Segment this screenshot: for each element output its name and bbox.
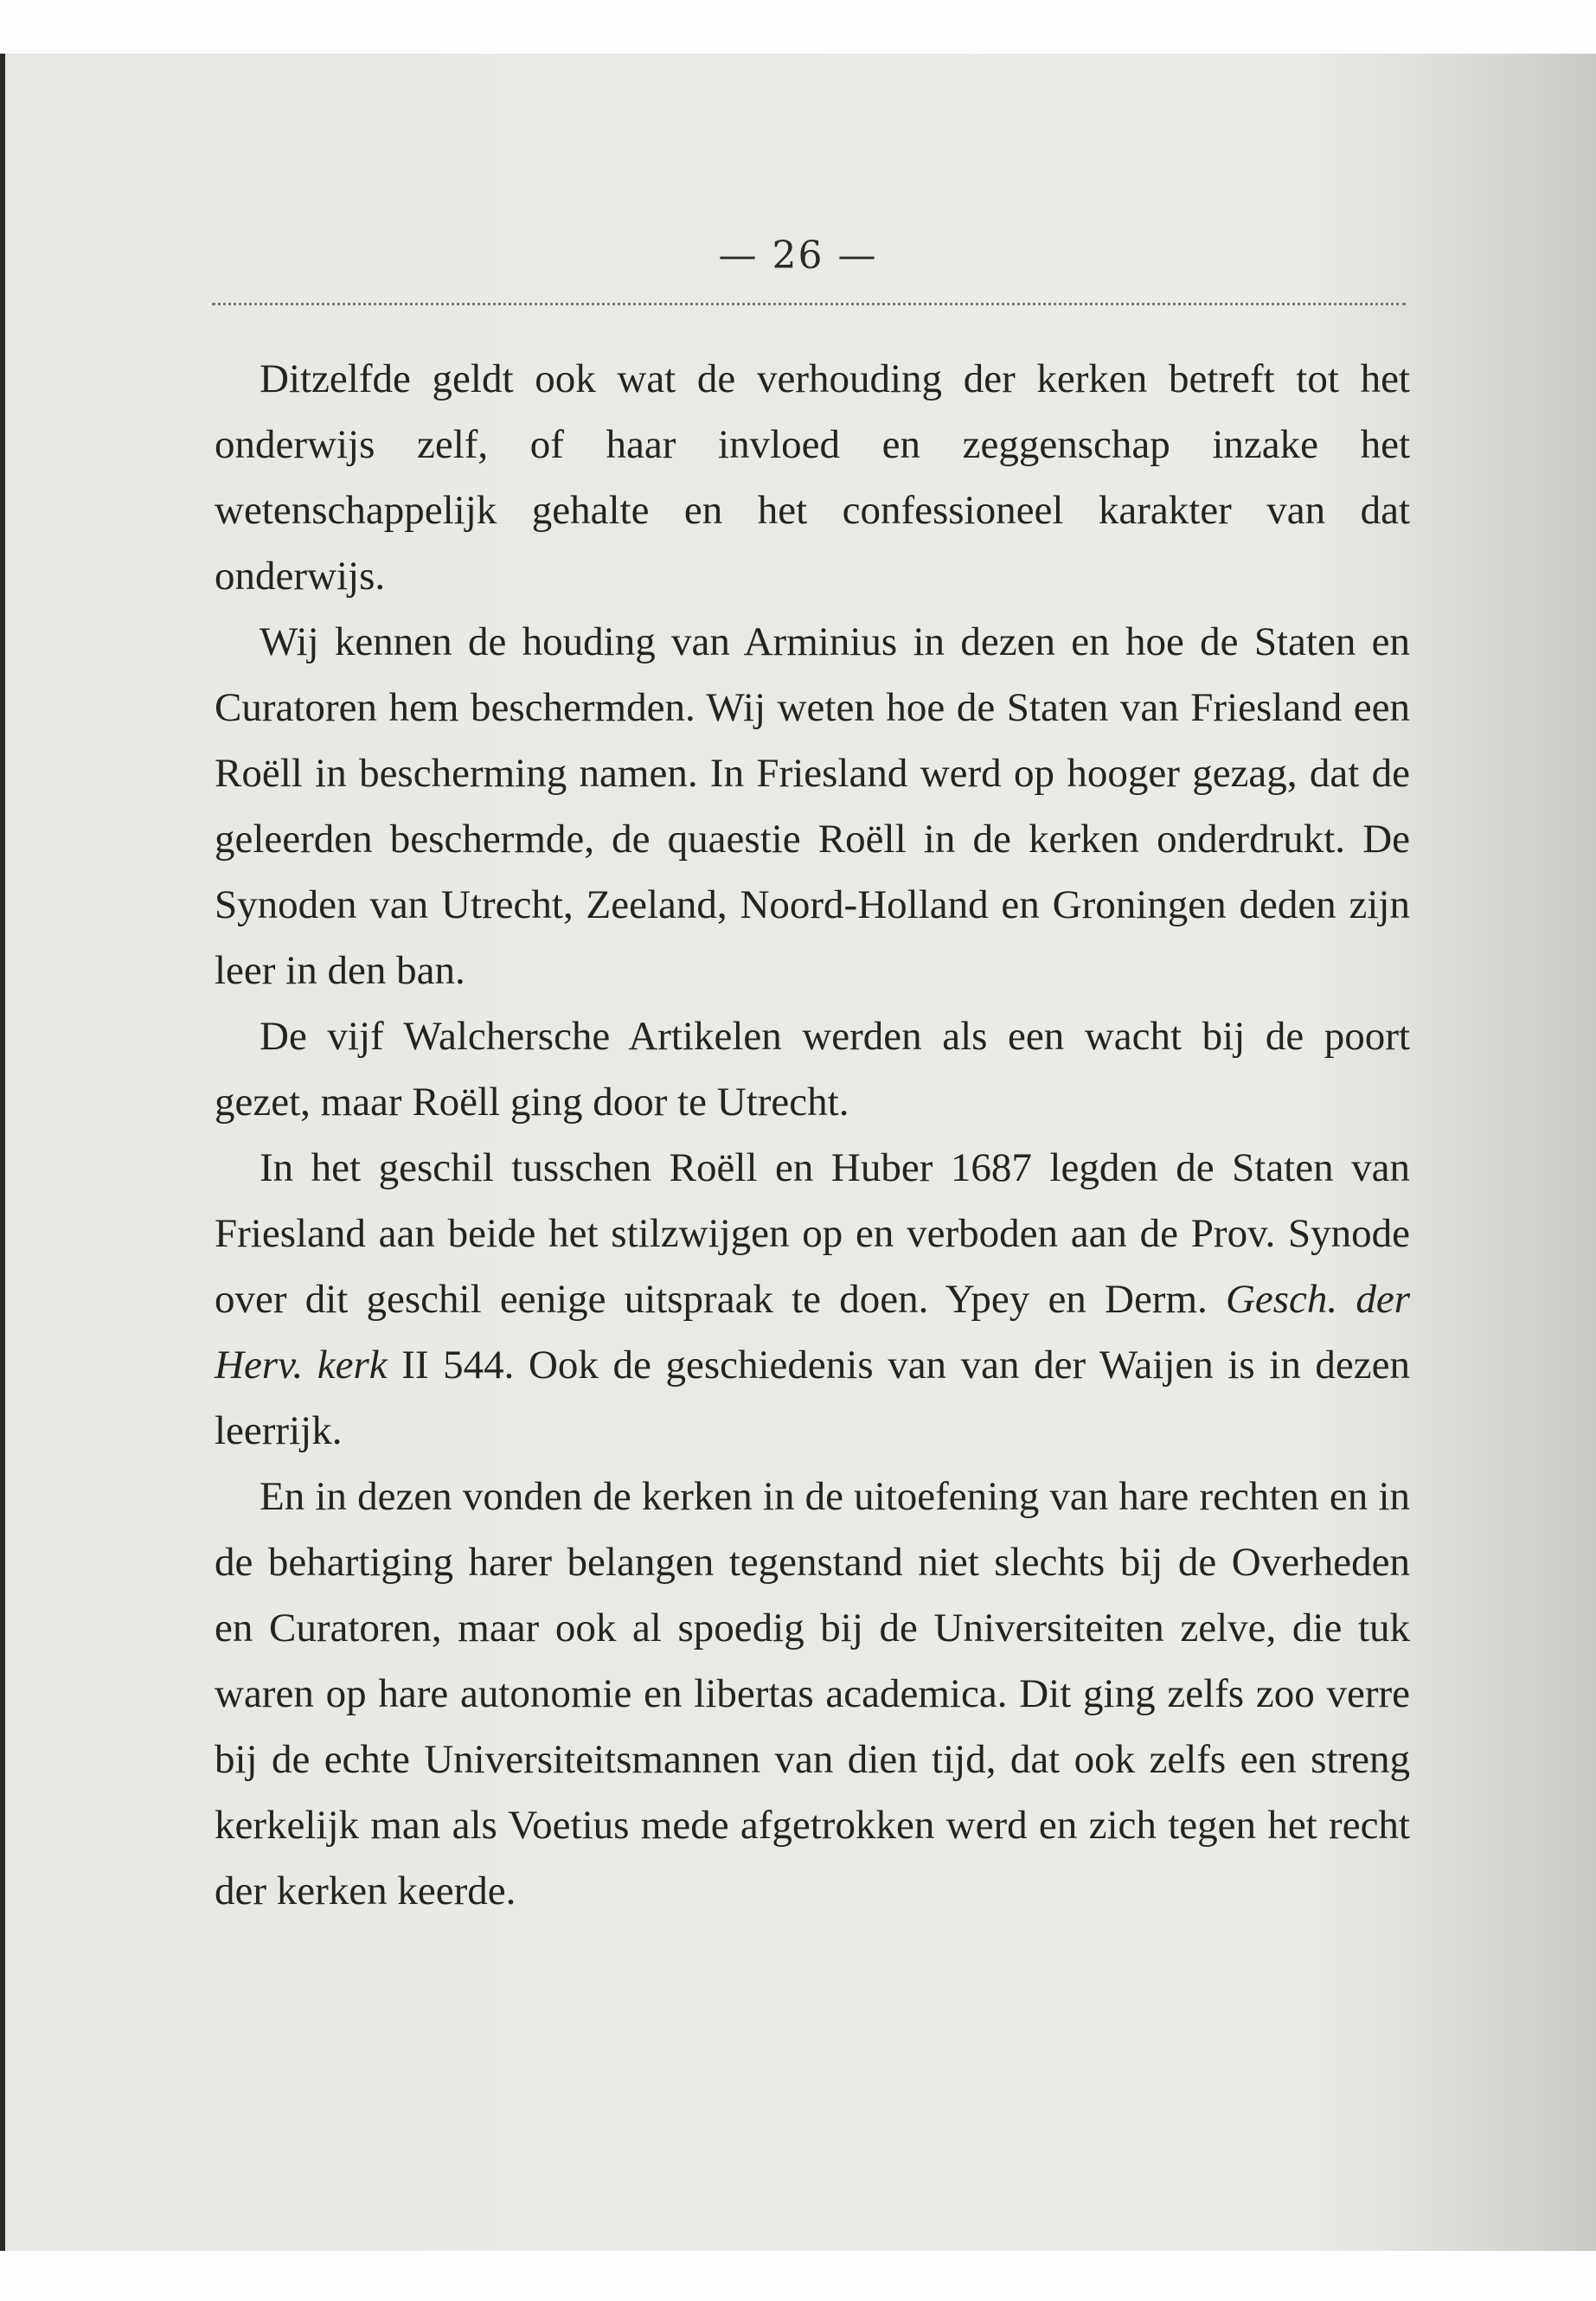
- paragraph-5: En in dezen vonden de kerken in de uitoefening van hare rechten en in de behartiging harer belangen tegenstand niet slechts bij de Overheden en Curatoren, maar ook al spoedig bij de Universiteiten zelve, die tuk waren op hare autonomie en libertas academica. Dit ging zelfs zoo verre bij de echte Universiteitsmannen van dien tijd, dat ook zelfs een streng kerkelijk man als Voetius mede afgetrokken werd en zich tegen het recht der kerken keerde.: [215, 1474, 1410, 1913]
- binding-edge: [0, 54, 5, 2251]
- body-text: [215, 346, 1410, 1924]
- header-dotted-rule: [212, 303, 1406, 305]
- scan-bottom-margin: [0, 2251, 1596, 2301]
- paragraph-1: Ditzelfde geldt ook wat de verhouding der kerken betreft tot het onderwijs zelf, of haar invloed en zeggenschap inzake het wetenschappelijk gehalte en het confessioneel karakter van dat onderwijs.: [215, 356, 1410, 599]
- page-number: — 26 —: [718, 234, 878, 278]
- paragraph-2: Wij kennen de houding van Arminius in dezen en hoe de Staten en Curatoren hem beschermden. Wij weten hoe de Staten van Friesland een Roëll in bescherming namen. In Friesland werd op hooger gezag, dat de geleerden beschermde, de quaestie Roëll in de kerken onderdrukt. De Synoden van Utrecht, Zeeland, Noord-Holland en Groningen deden zijn leer in den ban.: [215, 619, 1410, 993]
- paragraph-4-text-after: II 544. Ook de geschiedenis van van der Waijen is in dezen leerrijk.: [215, 1343, 1411, 1453]
- paragraph-3: De vijf Walchersche Artikelen werden als een wacht bij de poort gezet, maar Roëll ging door te Utrecht.: [215, 1014, 1410, 1125]
- book-title-citation: Gesch. der Herv. kerk: [215, 1277, 1410, 1388]
- paragraph-4-text-before: In het geschil tusschen Roëll en Huber 1687 legden de Staten van Friesland aan beide het stilzwijgen op en verboden aan de Prov. Synode over dit geschil eenige uitspraak te doen. Ypey en Derm.: [215, 1145, 1410, 1322]
- scan-top-margin: [0, 0, 1596, 54]
- paragraph-4: [215, 1135, 1410, 1464]
